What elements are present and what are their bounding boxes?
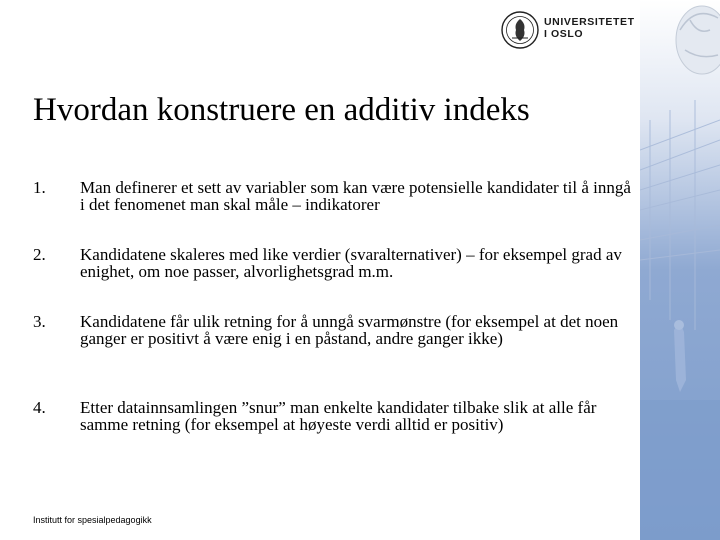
university-name-line2: I OSLO bbox=[544, 28, 584, 40]
list-item-text: Etter datainnsamlingen ”snur” man enkelte kandidater tilbake slik at alle får samme retning (for eksempel at høyeste verdi alltid er positiv) bbox=[80, 398, 597, 434]
side-panel-graphic bbox=[640, 0, 720, 540]
university-name bbox=[544, 16, 635, 40]
side-decoration bbox=[640, 0, 720, 540]
slide-title: Hvordan konstruere en additiv indeks bbox=[33, 92, 530, 128]
university-name-line1: UNIVERSITETET bbox=[544, 16, 635, 28]
list-item-number: 3. bbox=[33, 312, 46, 331]
university-seal-icon bbox=[500, 10, 540, 50]
university-logo bbox=[500, 10, 640, 50]
list-item-text: Kandidatene skaleres med like verdier (svaralternativer) – for eksempel grad av enighet, om noe passer, alvorlighetsgrad m.m. bbox=[80, 245, 622, 281]
list-item-number: 1. bbox=[33, 178, 46, 197]
list-item-text: Kandidatene får ulik retning for å unngå svarmønstre (for eksempel at det noen ganger er positivt å være enig i en påstand, andre ganger ikke) bbox=[80, 312, 619, 348]
list-item-text: Man definerer et sett av variabler som kan være potensielle kandidater til å inngå i det fenomenet man skal måle – indikatorer bbox=[80, 178, 631, 214]
footer-institute: Institutt for spesialpedagogikk bbox=[33, 515, 152, 525]
list-item-number: 2. bbox=[33, 245, 46, 264]
list-item-number: 4. bbox=[33, 398, 46, 417]
